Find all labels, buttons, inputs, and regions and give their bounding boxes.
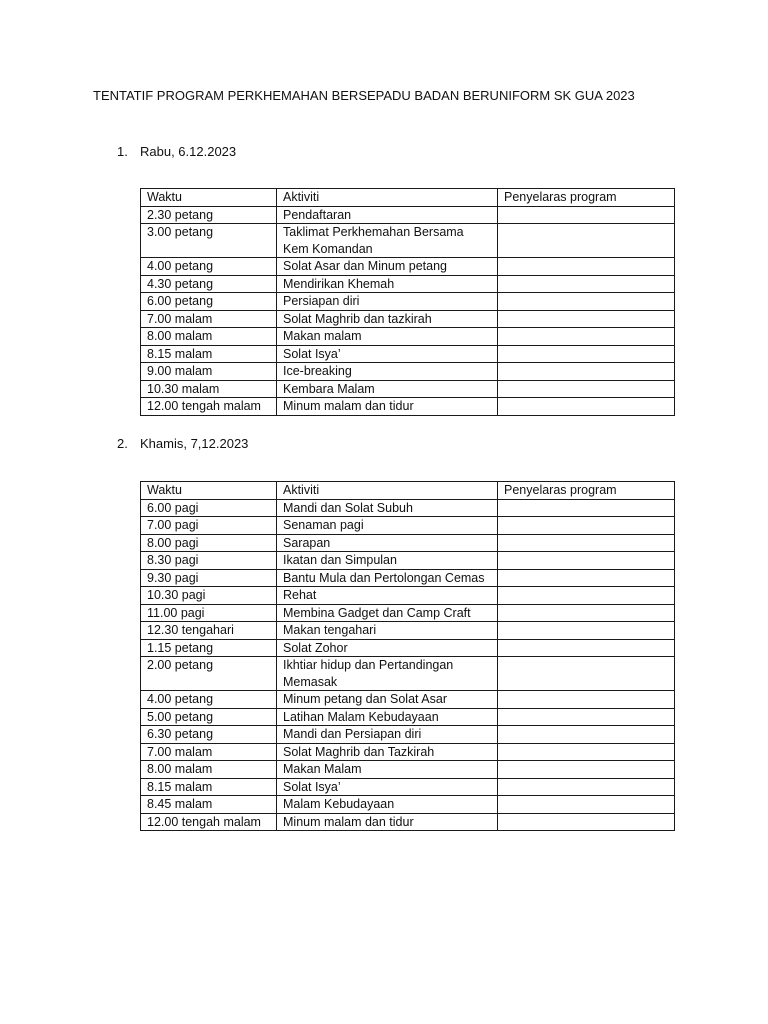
table-row: [141, 380, 675, 398]
table-row: [141, 517, 675, 535]
cell-activity: Solat Asar dan Minum petang: [277, 258, 498, 276]
schedule-table-day-1: [140, 188, 675, 416]
table-row: [141, 708, 675, 726]
cell-time: 10.30 malam: [141, 380, 277, 398]
cell-activity: Makan Malam: [277, 761, 498, 779]
header-coordinator: Penyelaras program: [498, 482, 675, 500]
cell-time: 8.00 malam: [141, 328, 277, 346]
cell-activity: Malam Kebudayaan: [277, 796, 498, 814]
cell-activity: Makan malam: [277, 328, 498, 346]
cell-activity: Makan tengahari: [277, 622, 498, 640]
document-title: TENTATIF PROGRAM PERKHEMAHAN BERSEPADU BADAN BERUNIFORM SK GUA 2023: [93, 88, 635, 103]
cell-coordinator: [498, 534, 675, 552]
cell-coordinator: [498, 796, 675, 814]
cell-time: 2.00 petang: [141, 657, 277, 691]
table-row: [141, 726, 675, 744]
day-number: 1.: [117, 144, 128, 159]
cell-time: 4.00 petang: [141, 258, 277, 276]
day-heading-2: [117, 436, 248, 451]
table-body: [141, 499, 675, 831]
cell-time: 4.00 petang: [141, 691, 277, 709]
cell-coordinator: [498, 328, 675, 346]
cell-coordinator: [498, 778, 675, 796]
cell-activity: Latihan Malam Kebudayaan: [277, 708, 498, 726]
table-header-row: [141, 189, 675, 207]
cell-time: 1.15 petang: [141, 639, 277, 657]
cell-coordinator: [498, 622, 675, 640]
cell-coordinator: [498, 345, 675, 363]
table-row: [141, 604, 675, 622]
table-row: [141, 657, 675, 691]
cell-coordinator: [498, 813, 675, 831]
cell-time: 11.00 pagi: [141, 604, 277, 622]
cell-activity: Solat Isya’: [277, 345, 498, 363]
cell-time: 2.30 petang: [141, 206, 277, 224]
cell-time: 12.00 tengah malam: [141, 813, 277, 831]
cell-time: 4.30 petang: [141, 275, 277, 293]
table-row: [141, 552, 675, 570]
table-row: [141, 778, 675, 796]
header-coordinator: Penyelaras program: [498, 189, 675, 207]
day-number: 2.: [117, 436, 128, 451]
cell-coordinator: [498, 363, 675, 381]
table-row: [141, 224, 675, 258]
table-row: [141, 363, 675, 381]
table-row: [141, 622, 675, 640]
cell-activity: Ice-breaking: [277, 363, 498, 381]
cell-coordinator: [498, 726, 675, 744]
table-row: [141, 569, 675, 587]
cell-coordinator: [498, 380, 675, 398]
cell-time: 8.45 malam: [141, 796, 277, 814]
cell-activity: Sarapan: [277, 534, 498, 552]
cell-time: 8.15 malam: [141, 345, 277, 363]
table-body: [141, 206, 675, 415]
cell-activity: Taklimat Perkhemahan Bersama Kem Komandan: [277, 224, 498, 258]
cell-activity: Mandi dan Persiapan diri: [277, 726, 498, 744]
cell-coordinator: [498, 258, 675, 276]
cell-coordinator: [498, 293, 675, 311]
header-activity: Aktiviti: [277, 189, 498, 207]
cell-activity: Ikatan dan Simpulan: [277, 552, 498, 570]
table-row: [141, 293, 675, 311]
day-label: Rabu, 6.12.2023: [140, 144, 237, 159]
cell-coordinator: [498, 743, 675, 761]
cell-activity: Rehat: [277, 587, 498, 605]
cell-time: 8.00 malam: [141, 761, 277, 779]
cell-coordinator: [498, 275, 675, 293]
cell-coordinator: [498, 604, 675, 622]
table-row: [141, 587, 675, 605]
header-time: Waktu: [141, 482, 277, 500]
table-row: [141, 813, 675, 831]
cell-coordinator: [498, 639, 675, 657]
table-row: [141, 275, 675, 293]
cell-activity: Minum malam dan tidur: [277, 398, 498, 416]
cell-coordinator: [498, 761, 675, 779]
cell-time: 7.00 malam: [141, 743, 277, 761]
cell-time: 8.15 malam: [141, 778, 277, 796]
cell-activity: Solat Zohor: [277, 639, 498, 657]
table-row: [141, 258, 675, 276]
cell-time: 3.00 petang: [141, 224, 277, 258]
table-row: [141, 310, 675, 328]
table-row: [141, 796, 675, 814]
cell-coordinator: [498, 310, 675, 328]
cell-coordinator: [498, 708, 675, 726]
cell-activity: Bantu Mula dan Pertolongan Cemas: [277, 569, 498, 587]
cell-time: 7.00 malam: [141, 310, 277, 328]
table-row: [141, 534, 675, 552]
cell-time: 5.00 petang: [141, 708, 277, 726]
cell-time: 12.30 tengahari: [141, 622, 277, 640]
table-row: [141, 639, 675, 657]
cell-activity: Mandi dan Solat Subuh: [277, 499, 498, 517]
cell-time: 8.30 pagi: [141, 552, 277, 570]
cell-time: 8.00 pagi: [141, 534, 277, 552]
cell-coordinator: [498, 587, 675, 605]
table-row: [141, 328, 675, 346]
table-row: [141, 691, 675, 709]
table-row: [141, 345, 675, 363]
cell-time: 6.00 pagi: [141, 499, 277, 517]
cell-coordinator: [498, 691, 675, 709]
cell-coordinator: [498, 206, 675, 224]
cell-time: 12.00 tengah malam: [141, 398, 277, 416]
cell-activity: Senaman pagi: [277, 517, 498, 535]
cell-coordinator: [498, 224, 675, 258]
table-row: [141, 499, 675, 517]
cell-activity: Membina Gadget dan Camp Craft: [277, 604, 498, 622]
cell-activity: Ikhtiar hidup dan Pertandingan Memasak: [277, 657, 498, 691]
schedule-table-day-2: [140, 481, 675, 831]
header-time: Waktu: [141, 189, 277, 207]
table-row: [141, 761, 675, 779]
cell-activity: Solat Isya’: [277, 778, 498, 796]
day-label: Khamis, 7,12.2023: [140, 436, 249, 451]
cell-activity: Pendaftaran: [277, 206, 498, 224]
cell-time: 6.30 petang: [141, 726, 277, 744]
cell-coordinator: [498, 552, 675, 570]
cell-time: 7.00 pagi: [141, 517, 277, 535]
cell-activity: Solat Maghrib dan Tazkirah: [277, 743, 498, 761]
cell-coordinator: [498, 398, 675, 416]
table-row: [141, 743, 675, 761]
header-activity: Aktiviti: [277, 482, 498, 500]
cell-activity: Persiapan diri: [277, 293, 498, 311]
cell-time: 6.00 petang: [141, 293, 277, 311]
table-row: [141, 398, 675, 416]
cell-coordinator: [498, 657, 675, 691]
cell-activity: Mendirikan Khemah: [277, 275, 498, 293]
cell-activity: Minum petang dan Solat Asar: [277, 691, 498, 709]
cell-coordinator: [498, 517, 675, 535]
cell-activity: Minum malam dan tidur: [277, 813, 498, 831]
cell-time: 9.30 pagi: [141, 569, 277, 587]
cell-time: 10.30 pagi: [141, 587, 277, 605]
cell-time: 9.00 malam: [141, 363, 277, 381]
cell-activity: Kembara Malam: [277, 380, 498, 398]
cell-coordinator: [498, 499, 675, 517]
day-heading-1: [117, 144, 236, 159]
cell-coordinator: [498, 569, 675, 587]
table-header-row: [141, 482, 675, 500]
cell-activity: Solat Maghrib dan tazkirah: [277, 310, 498, 328]
table-row: [141, 206, 675, 224]
